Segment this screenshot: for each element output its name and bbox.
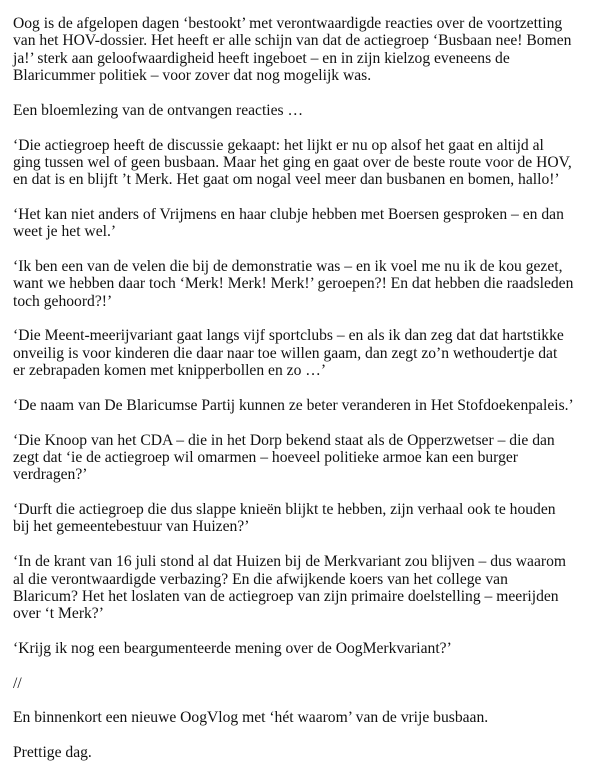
paragraph bbox=[13, 15, 600, 84]
paragraph bbox=[13, 327, 600, 379]
text-line: ‘Krijg ik nog een beargumenteerde mening over de OogMerkvariant?’ bbox=[13, 639, 452, 657]
text-line: ‘De naam van De Blaricumse Partij kunnen ze beter veranderen in Het Stofdoekenpaleis.’ bbox=[13, 396, 574, 414]
paragraph bbox=[13, 432, 600, 484]
text-line: ‘Ik ben een van de velen die bij de demonstratie was – en ik voel me nu ik de kou gezet, bbox=[13, 258, 563, 276]
paragraph bbox=[13, 709, 600, 726]
text-line: ‘Die Meent-meerijvariant gaat langs vijf sportclubs – en als ik dan zeg dat dat hartstikke bbox=[13, 327, 564, 345]
text-line: over ‘t Merk?’ bbox=[13, 605, 104, 623]
paragraph bbox=[13, 744, 600, 761]
text-line: en dat is en blijft ’t Merk. Het gaat om nogal veel meer dan busbanen en bomen, hallo!’ bbox=[13, 171, 560, 189]
text-line: ‘Die actiegroep heeft de discussie gekaapt: het lijkt er nu op alsof het gaat en altijd al bbox=[13, 136, 544, 154]
text-line: ‘Het kan niet anders of Vrijmens en haar clubje hebben met Boersen gesproken – en dan bbox=[13, 205, 564, 223]
text-line: ‘Die Knoop van het CDA – die in het Dorp bekend staat als de Opperzwetser – die dan bbox=[13, 431, 555, 449]
paragraph bbox=[13, 206, 600, 241]
text-line: Een bloemlezing van de ontvangen reacties … bbox=[13, 101, 304, 119]
text-line: Prettige dag. bbox=[13, 744, 92, 762]
text-line: verdragen?’ bbox=[13, 466, 88, 484]
paragraph bbox=[13, 675, 600, 692]
text-line: toch gehoord?!’ bbox=[13, 292, 113, 310]
text-line: ‘In de krant van 16 juli stond al dat Huizen bij de Merkvariant zou blijven – dus waarom bbox=[13, 553, 566, 571]
text-line: van het HOV-dossier. Het heeft er alle schijn van dat de actiegroep ‘Busbaan nee! Bomen bbox=[13, 32, 572, 50]
paragraph bbox=[13, 137, 600, 189]
paragraph bbox=[13, 640, 600, 657]
text-line: weet je het wel.’ bbox=[13, 223, 117, 241]
text-line: En binnenkort een nieuwe OogVlog met ‘hét waarom’ van de vrije busbaan. bbox=[13, 709, 489, 727]
paragraph bbox=[13, 397, 600, 414]
text-line: ging tussen wel of geen busbaan. Maar het ging en gaat over de beste route voor de HOV, bbox=[13, 153, 572, 171]
text-line: ja!’ sterk aan geloofwaardigheid heeft ingeboet – en in zijn kielzog eveneens de bbox=[13, 49, 510, 67]
text-line: onveilig is voor kinderen die daar naar toe willen gaam, dan zegt zo’n wethoudertje dat bbox=[13, 344, 558, 362]
text-line: want we hebben daar toch ‘Merk! Merk! Merk!’ geroepen?! En dat hebben die raadsleden bbox=[13, 275, 574, 293]
text-line: er zebrapaden komen met knipperbollen en zo …’ bbox=[13, 362, 327, 380]
text-line: Oog is de afgelopen dagen ‘bestookt’ met verontwaardigde reacties over de voortzetting bbox=[13, 15, 563, 32]
text-line: zegt dat ‘ie de actiegroep wil omarmen – hoeveel politieke armoe kan een burger bbox=[13, 448, 518, 466]
paragraph bbox=[13, 553, 600, 622]
text-line: al die verontwaardigde verbazing? En die afwijkende koers van het college van bbox=[13, 570, 508, 588]
text-line: Blaricummer politiek – voor zover dat nog mogelijk was. bbox=[13, 67, 372, 85]
text-line: ‘Durft die actiegroep die dus slappe knieën blijkt te hebben, zijn verhaal ook te houden bbox=[13, 501, 556, 519]
paragraph bbox=[13, 258, 600, 310]
paragraph bbox=[13, 501, 600, 536]
text-line: // bbox=[13, 674, 22, 692]
text-line: bij het gemeentebestuur van Huizen?’ bbox=[13, 518, 250, 536]
text-line: Blaricum? Het het loslaten van de actiegroep van zijn primaire doelstelling – meerijden bbox=[13, 587, 559, 605]
paragraph bbox=[13, 102, 600, 119]
